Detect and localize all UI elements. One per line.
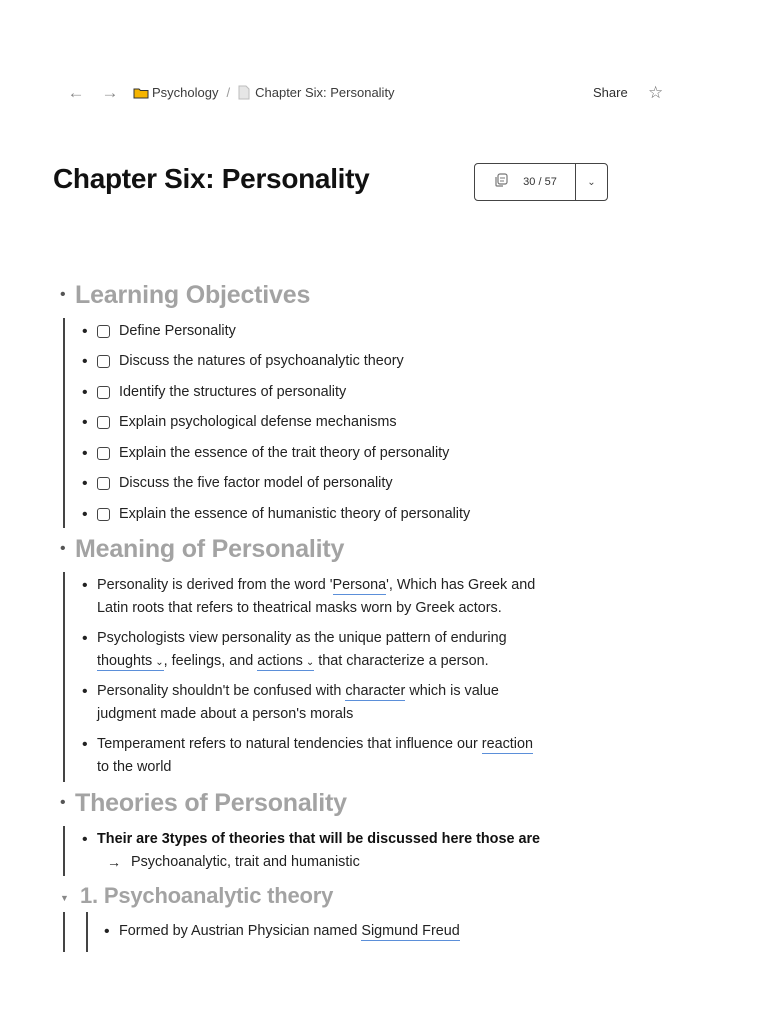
objective-item[interactable]: Explain psychological defense mechanisms <box>119 414 397 430</box>
list-bullet: • <box>82 831 88 848</box>
text: , feelings, and <box>163 653 258 669</box>
heading-bullet: • <box>60 540 66 557</box>
meaning-item-2-line2 <box>97 650 489 674</box>
section-heading-theories[interactable]: Theories of Personality <box>75 789 347 817</box>
theories-sub-item[interactable]: Psychoanalytic, trait and humanistic <box>131 854 360 870</box>
breadcrumb-separator: / <box>226 85 231 100</box>
text: Temperament refers to natural tendencies that influence our <box>97 736 482 752</box>
character-link[interactable]: character <box>345 683 406 699</box>
counter-text: 30 / 57 <box>523 176 557 188</box>
outline-guide-line <box>86 912 88 952</box>
meaning-item-1-line2: Latin roots that refers to theatrical masks worn by Greek actors. <box>97 600 502 616</box>
chevron-down-icon: ⌄ <box>305 657 315 668</box>
section-heading-psychoanalytic[interactable]: 1. Psychoanalytic theory <box>80 883 334 908</box>
list-bullet: • <box>82 736 88 753</box>
meaning-item-3[interactable] <box>97 680 499 702</box>
objective-item[interactable]: Discuss the five factor model of personality <box>119 475 393 491</box>
chevron-down-icon: ⌄ <box>155 657 164 668</box>
theories-item[interactable]: Their are 3types of theories that will be discussed here those are <box>97 831 541 847</box>
text: Personality is derived from the word ' <box>97 577 333 593</box>
copy-pages-icon <box>493 172 509 193</box>
checkbox[interactable] <box>97 355 110 368</box>
outline-guide-line <box>63 912 65 952</box>
chevron-down-icon: ⌄ <box>587 176 596 188</box>
breadcrumb-folder[interactable]: Psychology <box>152 85 219 100</box>
collapse-caret-icon[interactable]: ▼ <box>60 893 69 903</box>
text: which is value <box>405 683 499 699</box>
checkbox[interactable] <box>97 447 110 460</box>
sigmund-freud-link[interactable]: Sigmund Freud <box>361 923 460 939</box>
section-heading-objectives[interactable]: Learning Objectives <box>75 281 311 309</box>
objective-item[interactable]: Define Personality <box>119 323 236 339</box>
arrow-right-icon: → <box>101 83 119 102</box>
document-icon <box>238 85 250 100</box>
list-bullet: • <box>82 577 88 594</box>
outline-guide-line <box>63 826 65 876</box>
objective-item[interactable]: Identify the structures of personality <box>119 384 347 400</box>
page-counter-control <box>474 163 608 201</box>
objective-item[interactable]: Explain the essence of the trait theory of personality <box>119 445 450 461</box>
list-bullet: • <box>82 384 88 401</box>
text: thoughts <box>97 653 153 669</box>
arrow-left-icon: ← <box>67 83 85 102</box>
counter-dropdown-button[interactable] <box>576 164 607 200</box>
list-bullet: • <box>104 923 110 940</box>
counter-button[interactable] <box>475 164 576 200</box>
back-button[interactable] <box>66 82 86 104</box>
heading-bullet: • <box>60 794 66 811</box>
arrow-right-icon: → <box>107 854 121 870</box>
reaction-link[interactable]: reaction <box>481 736 533 752</box>
meaning-item-4-line2: to the world <box>97 759 172 775</box>
list-bullet: • <box>82 506 88 523</box>
list-bullet: • <box>82 683 88 700</box>
list-bullet: • <box>82 445 88 462</box>
meaning-item-1[interactable] <box>97 574 535 596</box>
thoughts-link[interactable] <box>97 653 164 671</box>
breadcrumb-page[interactable]: Chapter Six: Personality <box>255 85 395 100</box>
page-title: Chapter Six: Personality <box>53 163 370 194</box>
text: Formed by Austrian Physician named <box>119 923 362 939</box>
text: ', Which has Greek and <box>386 577 536 593</box>
meaning-item-2[interactable]: Psychologists view personality as the unique pattern of enduring <box>97 630 507 646</box>
actions-link[interactable] <box>257 653 314 671</box>
list-bullet: • <box>82 414 88 431</box>
breadcrumb <box>133 85 395 100</box>
section-heading-meaning[interactable]: Meaning of Personality <box>75 535 345 563</box>
objective-item[interactable]: Discuss the natures of psychoanalytic theory <box>119 353 404 369</box>
text: Personality shouldn't be confused with <box>97 683 346 699</box>
list-bullet: • <box>82 323 88 340</box>
checkbox[interactable] <box>97 386 110 399</box>
text: that characterize a person. <box>314 653 489 669</box>
outline-guide-line <box>63 318 65 528</box>
text: actions <box>257 653 303 669</box>
persona-link[interactable]: Persona <box>332 577 387 593</box>
folder-icon <box>133 87 149 99</box>
list-bullet: • <box>82 630 88 647</box>
checkbox[interactable] <box>97 477 110 490</box>
heading-bullet: • <box>60 286 66 303</box>
meaning-item-3-line2: judgment made about a person's morals <box>97 706 354 722</box>
meaning-item-4[interactable] <box>97 733 533 755</box>
list-bullet: • <box>82 475 88 492</box>
checkbox[interactable] <box>97 508 110 521</box>
checkbox[interactable] <box>97 416 110 429</box>
star-outline-icon[interactable]: ☆ <box>648 83 664 102</box>
psychoanalytic-item[interactable] <box>119 920 460 942</box>
share-button[interactable]: Share <box>593 85 628 100</box>
forward-button[interactable] <box>100 82 120 104</box>
outline-guide-line <box>63 572 65 782</box>
list-bullet: • <box>82 353 88 370</box>
checkbox[interactable] <box>97 325 110 338</box>
top-bar <box>66 82 676 106</box>
objective-item[interactable]: Explain the essence of humanistic theory of personality <box>119 506 471 522</box>
